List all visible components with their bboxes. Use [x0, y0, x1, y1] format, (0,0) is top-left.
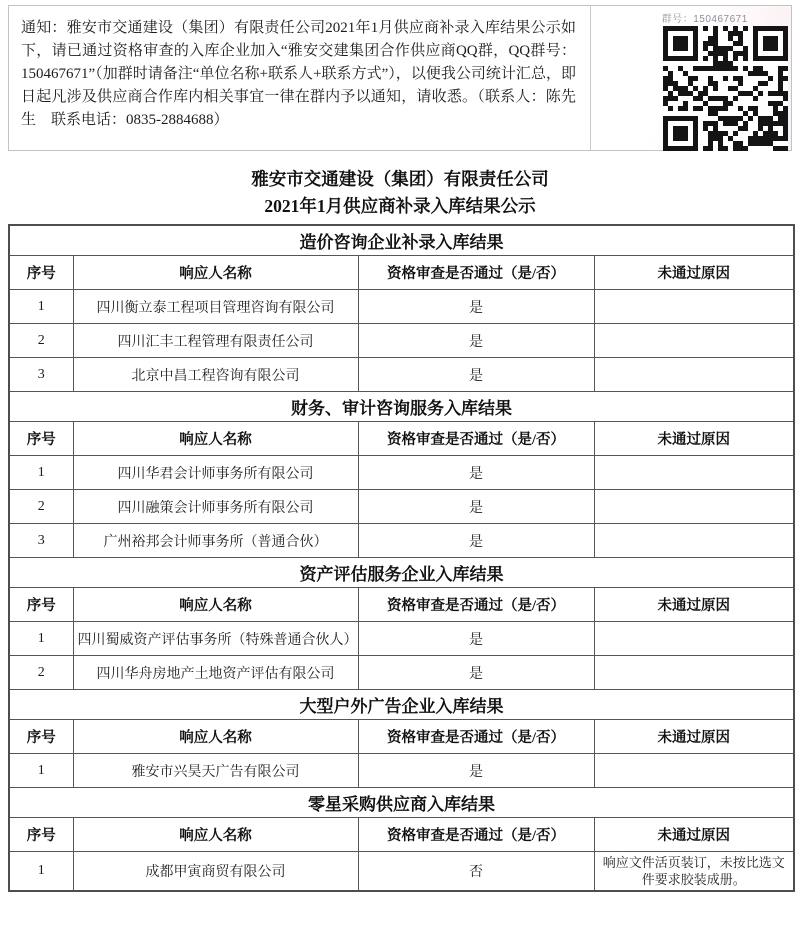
col-header-pass: 资格审查是否通过（是/否）	[358, 588, 594, 622]
table-row	[9, 622, 794, 656]
section-title-row	[9, 558, 794, 588]
col-header-seq: 序号	[9, 422, 73, 456]
cell-reason	[594, 754, 794, 788]
col-header-name: 响应人名称	[73, 588, 358, 622]
table-row	[9, 290, 794, 324]
section-title-row	[9, 690, 794, 720]
col-header-reason: 未通过原因	[594, 818, 794, 852]
table-row	[9, 656, 794, 690]
cell-name: 雅安市兴昊天广告有限公司	[73, 754, 358, 788]
qr-group-number-label: 群号：150467671	[661, 14, 748, 25]
cell-seq: 1	[9, 622, 73, 656]
section-finance-audit	[9, 392, 794, 558]
cell-reason: 响应文件活页装订，未按比选文件要求胶装成册。	[594, 852, 794, 892]
cell-seq: 1	[9, 290, 73, 324]
section-title-row	[9, 788, 794, 818]
section-title: 资产评估服务企业入库结果	[9, 558, 794, 588]
col-header-reason: 未通过原因	[594, 588, 794, 622]
col-header-seq: 序号	[9, 256, 73, 290]
cell-pass: 是	[358, 622, 594, 656]
col-header-pass: 资格审查是否通过（是/否）	[358, 818, 594, 852]
col-header-reason: 未通过原因	[594, 422, 794, 456]
cell-seq: 3	[9, 524, 73, 558]
section-misc-procurement	[9, 788, 794, 892]
cell-reason	[594, 656, 794, 690]
col-header-pass: 资格审查是否通过（是/否）	[358, 720, 594, 754]
page-title	[0, 166, 800, 220]
cell-seq: 3	[9, 358, 73, 392]
table-row	[9, 456, 794, 490]
col-header-seq: 序号	[9, 720, 73, 754]
cell-name: 成都甲寅商贸有限公司	[73, 852, 358, 892]
cell-pass: 是	[358, 456, 594, 490]
cell-seq: 2	[9, 490, 73, 524]
section-asset-appraisal	[9, 558, 794, 690]
cell-reason	[594, 524, 794, 558]
table-row	[9, 852, 794, 892]
cell-name: 四川蜀威资产评估事务所（特殊普通合伙人）	[73, 622, 358, 656]
cell-name: 四川衡立泰工程项目管理咨询有限公司	[73, 290, 358, 324]
section-title: 大型户外广告企业入库结果	[9, 690, 794, 720]
table-row	[9, 490, 794, 524]
cell-pass: 是	[358, 524, 594, 558]
col-header-reason: 未通过原因	[594, 256, 794, 290]
table-row	[9, 358, 794, 392]
cell-reason	[594, 358, 794, 392]
cell-seq: 1	[9, 852, 73, 892]
table-row	[9, 524, 794, 558]
col-header-seq: 序号	[9, 588, 73, 622]
page-title-line1: 雅安市交通建设（集团）有限责任公司	[251, 169, 549, 189]
table-row	[9, 324, 794, 358]
column-header-row	[9, 422, 794, 456]
column-header-row	[9, 588, 794, 622]
section-title: 造价咨询企业补录入库结果	[9, 225, 794, 256]
cell-reason	[594, 324, 794, 358]
cell-reason	[594, 290, 794, 324]
section-title-row	[9, 392, 794, 422]
col-header-name: 响应人名称	[73, 818, 358, 852]
col-header-name: 响应人名称	[73, 720, 358, 754]
col-header-reason: 未通过原因	[594, 720, 794, 754]
cell-pass: 是	[358, 324, 594, 358]
cell-reason	[594, 456, 794, 490]
column-header-row	[9, 818, 794, 852]
cell-pass: 是	[358, 754, 594, 788]
announcement-page	[0, 5, 800, 950]
section-outdoor-advertising	[9, 690, 794, 788]
notice-text: 通知：雅安市交通建设（集团）有限责任公司2021年1月供应商补录入库结果公示如下，请已通过资格审查的入库企业加入“雅安交建集团合作供应商QQ群，QQ群号：150467671”（加群时请备注“单位名称+联系人+联系方式”），以便我公司统计汇总，即日起凡涉及供应商合作库内相关事宜一律在群内予以通知，请收悉。（联系人：陈先生 联系电话：0835-2884688）	[9, 6, 591, 150]
results-table	[8, 224, 795, 892]
cell-name: 四川华舟房地产土地资产评估有限公司	[73, 656, 358, 690]
cell-pass: 是	[358, 656, 594, 690]
cell-reason	[594, 622, 794, 656]
cell-pass: 是	[358, 290, 594, 324]
cell-seq: 2	[9, 324, 73, 358]
cell-reason	[594, 490, 794, 524]
cell-seq: 1	[9, 456, 73, 490]
notice-box	[8, 5, 792, 151]
table-row	[9, 754, 794, 788]
column-header-row	[9, 720, 794, 754]
qr-panel	[591, 6, 791, 150]
qr-code-icon	[663, 26, 788, 151]
column-header-row	[9, 256, 794, 290]
cell-name: 四川华君会计师事务所有限公司	[73, 456, 358, 490]
cell-seq: 1	[9, 754, 73, 788]
col-header-name: 响应人名称	[73, 422, 358, 456]
cell-pass: 是	[358, 358, 594, 392]
cell-pass: 否	[358, 852, 594, 892]
cell-seq: 2	[9, 656, 73, 690]
page-title-line2: 2021年1月供应商补录入库结果公示	[264, 196, 536, 216]
section-cost-consulting	[9, 225, 794, 392]
cell-name: 北京中昌工程咨询有限公司	[73, 358, 358, 392]
col-header-name: 响应人名称	[73, 256, 358, 290]
col-header-pass: 资格审查是否通过（是/否）	[358, 422, 594, 456]
section-title: 零星采购供应商入库结果	[9, 788, 794, 818]
section-title: 财务、审计咨询服务入库结果	[9, 392, 794, 422]
section-title-row	[9, 225, 794, 256]
cell-pass: 是	[358, 490, 594, 524]
cell-name: 广州裕邦会计师事务所（普通合伙）	[73, 524, 358, 558]
cell-name: 四川融策会计师事务所有限公司	[73, 490, 358, 524]
col-header-seq: 序号	[9, 818, 73, 852]
col-header-pass: 资格审查是否通过（是/否）	[358, 256, 594, 290]
cell-name: 四川汇丰工程管理有限责任公司	[73, 324, 358, 358]
